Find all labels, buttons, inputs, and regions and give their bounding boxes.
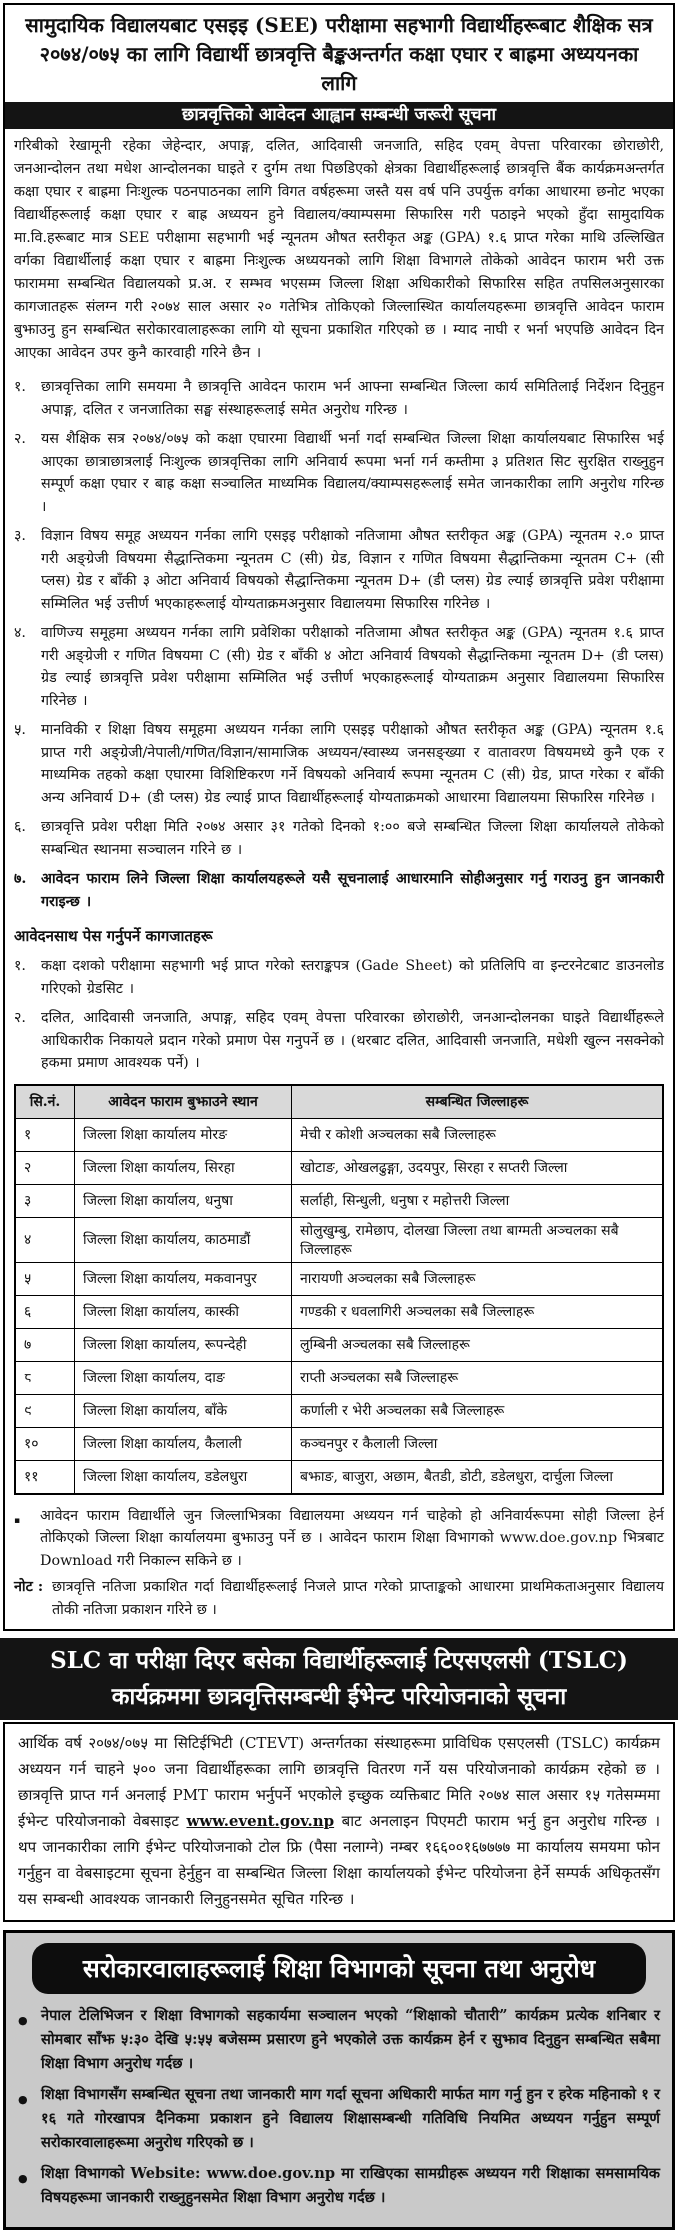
event-website-link[interactable]: www.event.gov.np (186, 1812, 335, 1830)
cell-districts: राप्ती अञ्चलका सबै जिल्लाहरू (292, 1361, 664, 1394)
footnote (5, 1503, 673, 1575)
cell-serial: ३ (15, 1184, 75, 1217)
list-item-number: ७. (14, 871, 27, 887)
table-row (15, 1361, 663, 1394)
table-row (15, 1295, 663, 1328)
cell-office: जिल्ला शिक्षा कार्यालय, कैलाली (75, 1427, 292, 1460)
list-item-number: ५. (14, 722, 26, 738)
districts-table (14, 1084, 664, 1495)
note-paragraph (5, 1574, 673, 1629)
cell-office: जिल्ला शिक्षा कार्यालय, दाङ (75, 1361, 292, 1394)
list-item-text: कक्षा दशको परीक्षामा सहभागी भई प्राप्त गरेको स्तराङ्कपत्र (Gade Sheet) को प्रतिलिपि वा इन्टरनेटबाट डाउनलोड गरिएको ग्रेडसिट । (41, 958, 664, 997)
stakeholders-banner: सरोकारवालाहरूलाई शिक्षा विभागको सूचना तथा अनुरोध (32, 1943, 646, 1994)
list-item-number: १. (14, 958, 26, 974)
list-item-text: यस शैक्षिक सत्र २०७४/०७५ को कक्षा एघारमा विद्यार्थी भर्ना गर्दा सम्बन्धित जिल्ला शिक्षा कार्यालयबाट सिफारिस भई आएका छात्राछात्रलाई निःशुल्क छात्रवृत्तिका लागि अनिवार्य रूपमा भर्ना गर्न कम्तीमा ३ प्रतिशत सिट सुरक्षित राख्नुहुन सम्पूर्ण कक्षा एघार र बाह्र कक्षा सञ्चालित माध्यमिक विद्यालय/क्याम्पसहरूलाई समेत जानकारीका लागि अनुरोध गरिन्छ । (41, 431, 664, 515)
table-row (15, 1217, 663, 1262)
circle-bullet-icon: ● (18, 2014, 28, 2027)
cell-serial: ७ (15, 1328, 75, 1361)
documents-list (5, 946, 673, 1075)
cell-office: जिल्ला शिक्षा कार्यालय, मकवानपुर (75, 1262, 292, 1295)
cell-serial: ८ (15, 1361, 75, 1394)
cell-office: जिल्ला शिक्षा कार्यालय, धनुषा (75, 1184, 292, 1217)
cell-serial: ९ (15, 1394, 75, 1427)
list-item-number: २. (14, 431, 26, 447)
cell-districts: कञ्चनपुर र कैलाली जिल्ला (292, 1427, 664, 1460)
cell-office: जिल्ला शिक्षा कार्यालय, कास्की (75, 1295, 292, 1328)
circle-bullet-icon: ● (18, 2093, 28, 2106)
tslc-text-after-link: बाट अनलाइन पिएमटी फाराम भर्नु हुन अनुरोध गरिन्छ । थप जानकारीका लागि ईभेन्ट परियोजनाको टोल फ्रि (पैसा नलाग्ने) नम्बर १६६००१६७७७७ मा कार्यालय समयमा फोन गर्नुहुन वा वेबसाइटमा सूचना हेर्नुहुन वा सम्बन्धित जिल्ला शिक्षा कार्यालयको ईभेन्ट परियोजना हेर्ने सम्पर्क अधिकृतसँग यस सम्बन्धी आवश्यक जानकारी लिनुहुनसमेत सूचित गरिन्छ । (18, 1812, 661, 1908)
bullet-item-text: शिक्षा विभागसँग सम्बन्धित सूचना तथा जानकारी माग गर्दा सूचना अधिकारी मार्फत माग गर्नु हुन र हरेक महिनाको १ र १६ गते गोरखापत्र दैनिकमा प्रकाशन हुने विद्यालय शिक्षासम्बन्धी गतिविधि नियमित अध्ययन गर्नुहुन सम्पूर्ण सरोकारवालाहरूमा अनुरोध गरिएको छ । (41, 2086, 660, 2151)
cell-districts: गण्डकी र धवलागिरी अञ्चलका सबै जिल्लाहरू (292, 1295, 664, 1328)
list-item-text: विज्ञान विषय समूह अध्ययन गर्नका लागि एसइइ परीक्षाको नतिजामा औषत स्तरीकृत अङ्क (GPA) न्यूनतम २.० प्राप्त गरी अङ्ग्रेजी विषयमा सैद्धान्तिकमा न्यूनतम C (सी) ग्रेड, विज्ञान र गणित विषयमा सैद्धान्तिकमा न्यूनतम C+ (सी प्लस) ग्रेड र बाँकी ३ ओटा अनिवार्य विषयको सैद्धान्तिकमा न्यूनतम D+ (डी प्लस) ग्रेड ल्याई छात्रवृत्ति प्रवेश परीक्षामा सम्मिलित भई उत्तीर्ण भएकाहरूलाई योग्यताक्रमअनुसार विद्यालयमा सिफारिस गरिनेछ । (41, 528, 664, 612)
tslc-text-before-link: आर्थिक वर्ष २०७४/०७५ मा सिटिईभिटी (CTEVT) अन्तर्गतका संस्थाहरूमा प्राविधिक एसएलसी (TSLC) कार्यक्रम अध्ययन गर्न चाहने ५०० जना विद्यार्थीहरूका लागि छात्रवृत्ति वितरण गर्ने यस परियोजनाको कार्यक्रम रहेको छ । छात्रवृत्ति प्राप्त गर्न अनलाई PMT फाराम भर्नुपर्ने भएकोले इच्छुक व्यक्तिबाट मिति २०७४ साल असार १५ गतेसम्ममा ईभेन्ट परियोजनाको वेबसाइट (18, 1734, 660, 1830)
cell-office: जिल्ला शिक्षा कार्यालय मोरङ (75, 1118, 292, 1151)
cell-serial: ६ (15, 1295, 75, 1328)
list-item (14, 719, 664, 809)
list-item (14, 955, 664, 1000)
cell-districts: नारायणी अञ्चलका सबै जिल्लाहरू (292, 1262, 664, 1295)
cell-districts: बझाङ, बाजुरा, अछाम, बैतडी, डोटी, डडेलधुरा, दार्चुला जिल्ला (292, 1460, 664, 1494)
cell-districts: लुम्बिनी अञ्चलका सबै जिल्लाहरू (292, 1328, 664, 1361)
cell-districts: मेची र कोशी अञ्चलका सबै जिल्लाहरू (292, 1118, 664, 1151)
bullet-item (18, 2004, 660, 2076)
square-bullet-icon: ▪ (14, 1515, 21, 1526)
table-row (15, 1427, 663, 1460)
list-item-text: वाणिज्य समूहमा अध्ययन गर्नका लागि प्रवेशिका परीक्षाको नतिजामा औषत स्तरीकृत अङ्क (GPA) न्यूनतम १.६ प्राप्त गरी अङ्ग्रेजी र गणित विषयमा C (सी) ग्रेड र बाँकी ४ ओटा अनिवार्य विषयको सैद्धान्तिकमा न्यूनतम D+ (डी प्लस) ग्रेड ल्याई छात्रवृत्ति प्रवेश परीक्षामा सम्मिलित भई उत्तीर्ण भएकाहरूलाई योग्यताक्रम अनुसार विद्यालयमा सिफारिस गरिनेछ । (41, 625, 664, 709)
stakeholders-bullet-list (18, 2004, 660, 2210)
table-row (15, 1328, 663, 1361)
list-item-number: ४. (14, 625, 26, 641)
table-header-row (15, 1085, 663, 1119)
list-item-number: ३. (14, 528, 26, 544)
bullet-item-text: नेपाल टेलिभिजन र शिक्षा विभागको सहकार्यमा सञ्चालन भएको “शिक्षाको चौतारी” कार्यक्रम प्रत्येक शनिबार र सोमबार साँझ ५:३० देखि ५:५५ बजेसम्म प्रसारण हुने भएकोले उक्त कार्यक्रम हेर्न र सुझाव दिनुहुन सम्बन्धित सबैमा शिक्षा विभाग अनुरोध गर्दछ । (41, 2007, 660, 2072)
notice-title: सामुदायिक विद्यालयबाट एसइइ (SEE) परीक्षामा सहभागी विद्यार्थीहरूबाट शैक्षिक सत्र २०७४/०७५ का लागि विद्यार्थी छात्रवृत्ति बैङ्कअन्तर्गत कक्षा एघार र बाह्रमा अध्ययनका लागि (25, 13, 653, 95)
list-item (14, 868, 664, 913)
cell-districts: सोलुखुम्बु, रामेछाप, दोलखा जिल्ला तथा बाग्मती अञ्चलका सबै जिल्लाहरू (292, 1217, 664, 1262)
list-item-text: दलित, आदिवासी जनजाति, अपाङ्ग, सहिद एवम् वेपत्ता परिवारका छोराछोरी, जनआन्दोलनका घाइते विद्यार्थीहरूले आधिकारीक निकायले प्रदान गरेको प्रमाण पेस गनुपर्ने छ । (थरबाट दलित, आदिवासी जनजाति, मधेशी खुल्न नसक्नेको हकमा प्रमाण आवश्यक पर्ने) । (41, 1010, 664, 1071)
list-item-number: २. (14, 1010, 26, 1026)
circle-bullet-icon: ● (18, 2172, 28, 2185)
cell-districts: कर्णाली र भेरी अञ्चलका सबै जिल्लाहरू (292, 1394, 664, 1427)
table-row (15, 1184, 663, 1217)
bullet-item (18, 2083, 660, 2155)
list-item (14, 816, 664, 861)
conditions-list (5, 367, 673, 913)
bullet-item (18, 2162, 660, 2210)
footnote-text: आवेदन फाराम विद्यार्थीले जुन जिल्लाभित्रका विद्यालयमा अध्ययन गर्न चाहेको हो अनिवार्यरूपमा सोही जिल्ला हेर्न तोकिएको जिल्ला शिक्षा कार्यालयमा बुझाउनु पर्ने छ । आवेदन फाराम शिक्षा विभागको www.doe.gov.np भित्रबाट Download गरी निकाल्न सकिने छ । (40, 1507, 664, 1569)
col-serial-number: सि.नं. (15, 1085, 75, 1119)
list-item-text: आवेदन फाराम लिने जिल्ला शिक्षा कार्यालयहरूले यसै सूचनालाई आधारमानि सोहीअनुसार गर्नु गराउनु हुन जानकारी गराइन्छ । (41, 871, 664, 910)
cell-serial: १० (15, 1427, 75, 1460)
cell-serial: २ (15, 1151, 75, 1184)
cell-office: जिल्ला शिक्षा कार्यालय, रूपन्देही (75, 1328, 292, 1361)
table-row (15, 1118, 663, 1151)
cell-serial: ११ (15, 1460, 75, 1494)
list-item (14, 376, 664, 421)
stakeholders-notice-box (3, 1930, 675, 2230)
col-related-districts: सम्बन्धित जिल्लाहरू (292, 1085, 664, 1119)
tslc-notice-header-band (0, 1638, 678, 1720)
bullet-item-text: शिक्षा विभागको Website: www.doe.gov.np मा राखिएका सामग्रीहरू अध्ययन गरी शिक्षाका समसामयिक विषयहरूमा जानकारी राख्नुहुनसमेत शिक्षा विभाग अनुरोध गर्दछ । (41, 2165, 660, 2206)
cell-districts: खोटाङ, ओखलढुङ्गा, उदयपुर, सिरहा र सप्तरी जिल्ला (292, 1151, 664, 1184)
tslc-title-line1: SLC वा परीक्षा दिएर बसेका विद्यार्थीहरूलाई टिएसएलसी (TSLC) (50, 1647, 628, 1674)
intro-paragraph: गरिबीको रेखामूनी रहेका जेहेन्दार, अपाङ्ग, दलित, आदिवासी जनजाति, सहिद एवम् वेपत्ता परिवारका छोराछोरी, जनआन्दोलन तथा मधेश आन्दोलनका घाइते र दुर्गम तथा पिछडिएको क्षेत्रका विद्यार्थीहरूलाई छात्रवृत्ति बैंक कार्यक्रमअन्तर्गत कक्षा एघार र बाह्रमा निःशुल्क पठनपाठनका लागि विगत वर्षहरूमा जस्तै यस वर्ष पनि उपर्युक्त वर्गका आधारमा छनोट भएका विद्यार्थीहरूलाई कक्षा एघार र बाह्र अध्ययन हुने विद्यालय/क्याम्पसमा सिफारिस गरी पठाइने भएको हुँदा सामुदायिक मा.वि.हरूबाट मात्र SEE परीक्षामा सहभागी भई न्यूनतम औषत स्तरीकृत अङ्क (GPA) १.६ प्राप्त गरेका माथि उल्लिखित वर्गका विद्यार्थीलाई कक्षा एघार र बाह्रमा निःशुल्क अध्ययनको लागि शिक्षा विभागले तोकेको आवेदन फाराम भरी उक्त फाराममा सम्बन्धित विद्यालयको प्र.अ. र सम्भव भएसम्म जिल्ला शिक्षा अधिकारीको सिफारिस सहित तपसिलअनुसारका कागजातहरू संलग्न गरी २०७४ साल असार २० गतेभित्र तोकिएको जिल्लास्थित कार्यालयहरूमा छात्रवृत्ति आवेदन फाराम बुझाउनु हुन सम्बन्धित सरोकारवालाहरूका लागि यो सूचना प्रकाशित गरिएको छ । म्याद नाघी र भर्ना भएपछि आवेदन दिन आएका आवेदन उपर कुनै कारवाही गरिने छैन । (14, 138, 664, 361)
note-label: नोट : (14, 1579, 44, 1595)
table-body (15, 1118, 663, 1494)
documents-heading: आवेदनसाथ पेस गर्नुपर्ने कागजातहरू (14, 927, 213, 945)
cell-office: जिल्ला शिक्षा कार्यालय, डडेलधुरा (75, 1460, 292, 1494)
list-item (14, 622, 664, 712)
list-item (14, 1007, 664, 1075)
list-item-text: छात्रवृत्ति प्रवेश परीक्षा मिति २०७४ असार ३१ गतेको दिनको १:०० बजे सम्बन्धित जिल्ला शिक्षा कार्यालयले तोकेको सम्बन्धित स्थानमा सञ्चालन गरिने छ । (41, 819, 664, 858)
tslc-paragraph (18, 1730, 660, 1912)
table-row (15, 1262, 663, 1295)
list-item-text: मानविकी र शिक्षा विषय समूहमा अध्ययन गर्नका लागि एसइइ परीक्षाको औषत स्तरीकृत अङ्क (GPA) न्यूनतम १.६ प्राप्त गरी अङ्ग्रेजी/नेपाली/गणित/विज्ञान/सामाजिक अध्ययन/स्वास्थ्य जनसङ्ख्या र वातावरण विषयमध्ये कुनै एक र माध्यमिक तहको कक्षा एघारमा विशिष्टिकरण गर्ने विषयको अनिवार्य रूपमा न्यूनतम C (सी) ग्रेड, प्राप्त गरेका र बाँकी अन्य अनिवार्य D+ (डी प्लस) ग्रेड ल्याई प्राप्त विद्यार्थीहरूलाई योग्यताक्रमको आधारमा विद्यालयमा सिफारिस गरिनेछ । (41, 722, 664, 806)
notice-subtitle-band: छात्रवृत्तिको आवेदन आह्वान सम्बन्धी जरूरी सूचना (5, 102, 673, 129)
list-item-number: ६. (14, 819, 26, 835)
cell-office: जिल्ला शिक्षा कार्यालय, सिरहा (75, 1151, 292, 1184)
cell-serial: १ (15, 1118, 75, 1151)
see-scholarship-notice-box (3, 3, 675, 1631)
list-item (14, 428, 664, 518)
table-row (15, 1151, 663, 1184)
cell-districts: सर्लाही, सिन्धुली, धनुषा र महोत्तरी जिल्ला (292, 1184, 664, 1217)
list-item-number: १. (14, 379, 26, 395)
list-item (14, 525, 664, 615)
cell-serial: ४ (15, 1217, 75, 1262)
cell-office: जिल्ला शिक्षा कार्यालय, बाँके (75, 1394, 292, 1427)
table-row (15, 1394, 663, 1427)
cell-serial: ५ (15, 1262, 75, 1295)
table-row (15, 1460, 663, 1494)
scholarship-notice-document (0, 3, 678, 2230)
col-submission-place: आवेदन फाराम बुझाउने स्थान (75, 1085, 292, 1119)
tslc-notice-box (3, 1722, 675, 1922)
list-item-text: छात्रवृत्तिका लागि समयमा नै छात्रवृत्ति आवेदन फाराम भर्न आफ्ना सम्बन्धित जिल्ला कार्य समितिलाई निर्देशन दिनुहुन अपाङ्ग, दलित र जनजातिका सङ्घ संस्थाहरूलाई समेत अनुरोध गरिन्छ । (41, 379, 664, 418)
note-text: छात्रवृत्ति नतिजा प्रकाशित गर्दा विद्यार्थीहरूलाई निजले प्राप्त गरेको प्राप्ताङ्कको आधारमा प्राथमिकताअनुसार विद्यालय तोकी नतिजा प्रकाशन गरिने छ । (52, 1579, 664, 1618)
cell-office: जिल्ला शिक्षा कार्यालय, काठमाडौं (75, 1217, 292, 1262)
tslc-title-line2: कार्यक्रममा छात्रवृत्तिसम्बन्धी ईभेन्ट परियोजनाको सूचना (111, 1683, 567, 1710)
